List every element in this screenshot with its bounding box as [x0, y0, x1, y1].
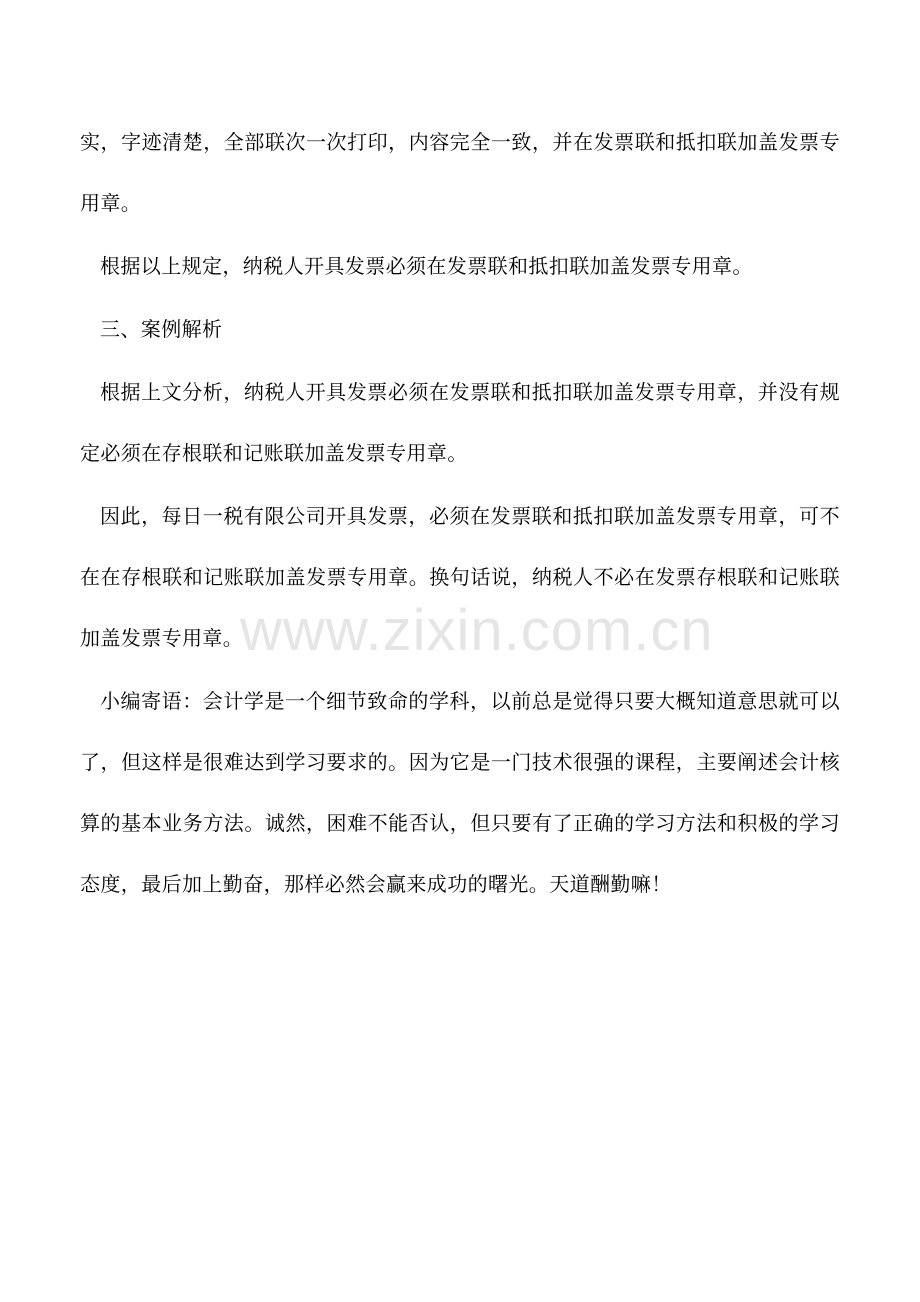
paragraph-analysis: 根据上文分析，纳税人开具发票必须在发票联和抵扣联加盖发票专用章，并没有规定必须在存根联和记账联加盖发票专用章。 — [80, 380, 840, 465]
section-heading-case-analysis: 三、案例解析 — [100, 317, 223, 341]
watermark-text: www.zixin.com.cn — [240, 598, 714, 663]
document-body — [80, 112, 840, 915]
paragraph-continuation: 实，字迹清楚，全部联次一次打印，内容完全一致，并在发票联和抵扣联加盖发票专用章。 — [80, 130, 840, 215]
paragraph-editor-note: 小编寄语：会计学是一个细节致命的学科，以前总是觉得只要大概知道意思就可以了，但这样是很难达到学习要求的。因为它是一门技术很强的课程，主要阐述会计核算的基本业务方法。诚然，困难不能否认，但只要有了正确的学习方法和积极的学习态度，最后加上勤奋，那样必然会赢来成功的曙光。天道酬勤嘛！ — [80, 689, 840, 896]
paragraph-conclusion: 因此，每日一税有限公司开具发票，必须在发票联和抵扣联加盖发票专用章，可不在在存根联和记账联加盖发票专用章。换句话说，纳税人不必在发票存根联和记账联加盖发票专用章。 — [80, 504, 840, 650]
paragraph-regulation-summary: 根据以上规定，纳税人开具发票必须在发票联和抵扣联加盖发票专用章。 — [100, 254, 753, 278]
